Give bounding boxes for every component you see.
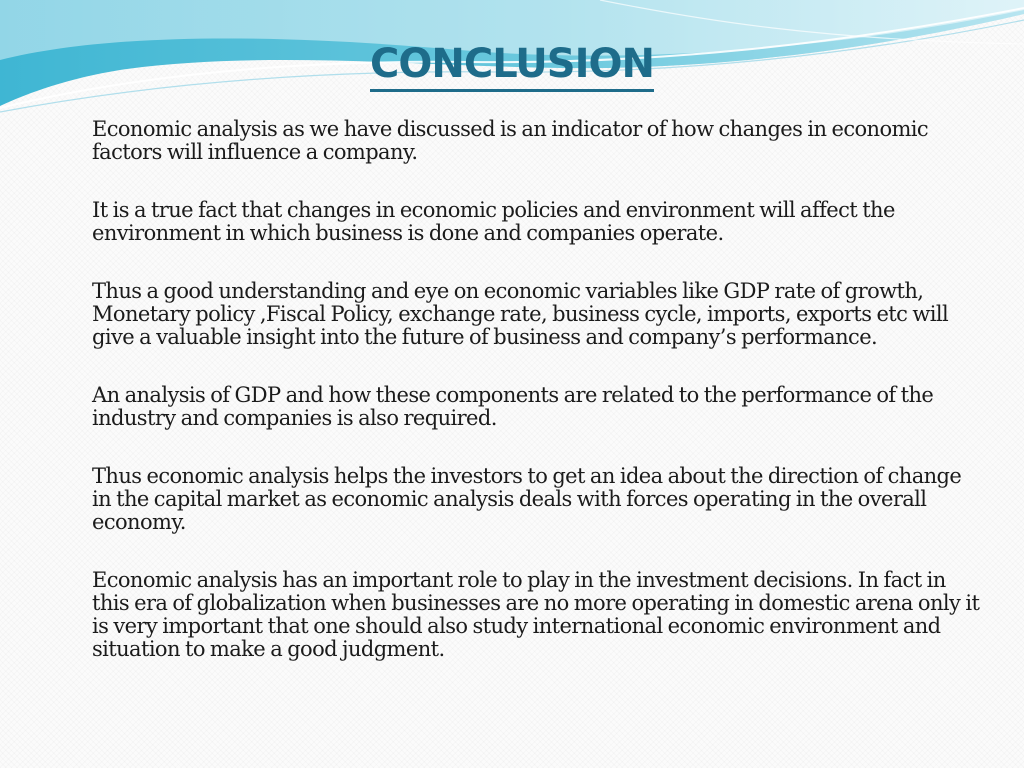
paragraph-2: It is a true fact that changes in economic policies and environment will affect the environment in which business is done and companies operate.: [92, 198, 895, 245]
slide-body: [92, 118, 982, 696]
slide-title-text: CONCLUSION: [370, 39, 654, 92]
slide-title: [0, 36, 1024, 92]
paragraph-1: Economic analysis as we have discussed is an indicator of how changes in economic factors will influence a company.: [92, 117, 929, 164]
paragraph-3: Thus a good understanding and eye on economic variables like GDP rate of growth, Monetary policy ,Fiscal Policy, exchange rate, business cycle, imports, exports etc will give a valuable insight into the future of business and company’s performance.: [92, 279, 949, 349]
paragraph-5: Thus economic analysis helps the investors to get an idea about the direction of change in the capital market as economic analysis deals with forces operating in the overall economy.: [92, 464, 962, 534]
paragraph-4: An analysis of GDP and how these components are related to the performance of the industry and companies is also required.: [92, 383, 934, 430]
paragraph-6: Economic analysis has an important role to play in the investment decisions. In fact in this era of globalization when businesses are no more operating in domestic arena only it is very important that one should also study international economic environment and situation to make a good judgment.: [92, 568, 980, 661]
